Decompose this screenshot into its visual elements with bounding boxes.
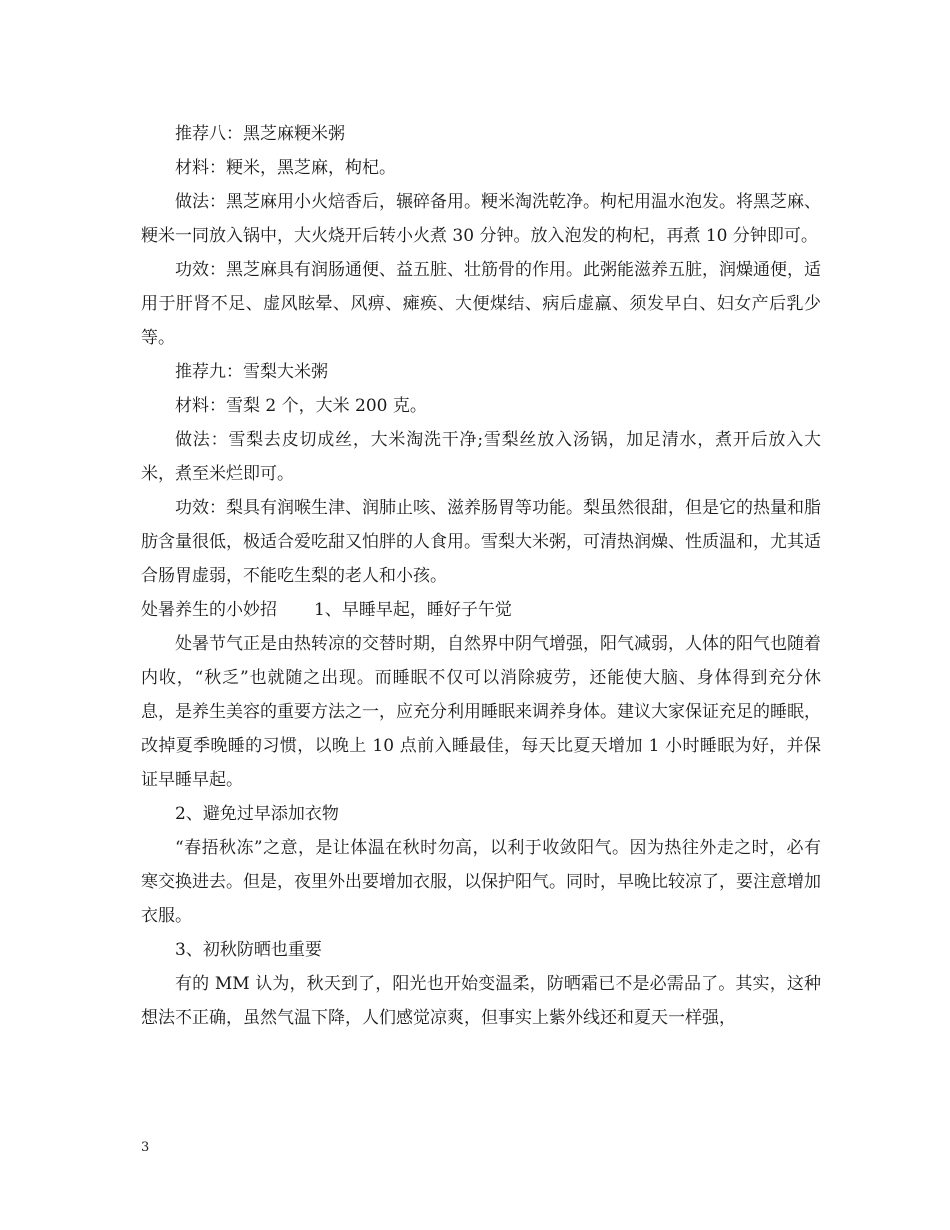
tip3-title: 3、初秋防晒也重要	[175, 940, 322, 960]
recipe8-effect: 功效：黑芝麻具有润肠通便、益五脏、壮筋骨的作用。此粥能滋养五脏，润燥通便，适用于肝肾不足、虚风眩晕、风痹、瘫痪、大便煤结、病后虚羸、须发早白、妇女产后乳少等。	[141, 260, 821, 348]
recipe9-method: 做法：雪梨去皮切成丝，大米淘洗干净;雪梨丝放入汤锅，加足清水，煮开后放入大米，煮至米烂即可。	[141, 430, 821, 484]
tip2-body: “春捂秋冻”之意，是让体温在秋时勿高，以利于收敛阳气。因为热往外走之时，必有寒交换进去。但是，夜里外出要增加衣服，以保护阳气。同时，早晚比较凉了，要注意增加衣服。	[141, 838, 821, 926]
recipe9-materials: 材料：雪梨 2 个，大米 200 克。	[175, 396, 427, 416]
tip3-body: 有的 MM 认为，秋天到了，阳光也开始变温柔，防晒霜已不是必需品了。其实，这种想法不正确，虽然气温下降，人们感觉凉爽，但事实上紫外线还和夏天一样强，	[141, 974, 821, 1028]
recipe9-effect: 功效：梨具有润喉生津、润肺止咳、滋养肠胃等功能。梨虽然很甜，但是它的热量和脂肪含量很低，极适合爱吃甜又怕胖的人食用。雪梨大米粥，可清热润燥、性质温和，尤其适合肠胃虚弱，不能吃生梨的老人和小孩。	[141, 498, 821, 586]
tip2-title: 2、避免过早添加衣物	[175, 804, 339, 824]
recipe8-method: 做法：黑芝麻用小火焙香后，辗碎备用。粳米淘洗乾净。枸杞用温水泡发。将黑芝麻、粳米一同放入锅中，大火烧开后转小火煮 30 分钟。放入泡发的枸杞，再煮 10 分钟即可。	[141, 192, 821, 246]
recipe8-title: 推荐八：黑芝麻粳米粥	[175, 124, 345, 144]
page-content	[141, 117, 821, 1035]
recipe9-title: 推荐九：雪梨大米粥	[175, 362, 328, 382]
page-number: 3	[141, 1140, 150, 1155]
tip1-body: 处暑节气正是由热转凉的交替时期，自然界中阴气增强，阳气减弱，人体的阳气也随着内收，“秋乏”也就随之出现。而睡眠不仅可以消除疲劳，还能使大脑、身体得到充分休息，是养生美容的重要方法之一，应充分利用睡眠来调养身体。建议大家保证充足的睡眠，改掉夏季晚睡的习惯，以晚上 10 点前入睡最佳，每天比夏天增加 1 小时睡眠为好，并保证早睡早起。	[141, 634, 821, 790]
section-heading: 处暑养生的小妙招	[141, 600, 277, 620]
tip1-title: 1、早睡早起，睡好子午觉	[314, 600, 512, 620]
section-heading-line	[141, 593, 821, 627]
recipe8-materials: 材料：粳米，黑芝麻，枸杞。	[175, 158, 396, 178]
